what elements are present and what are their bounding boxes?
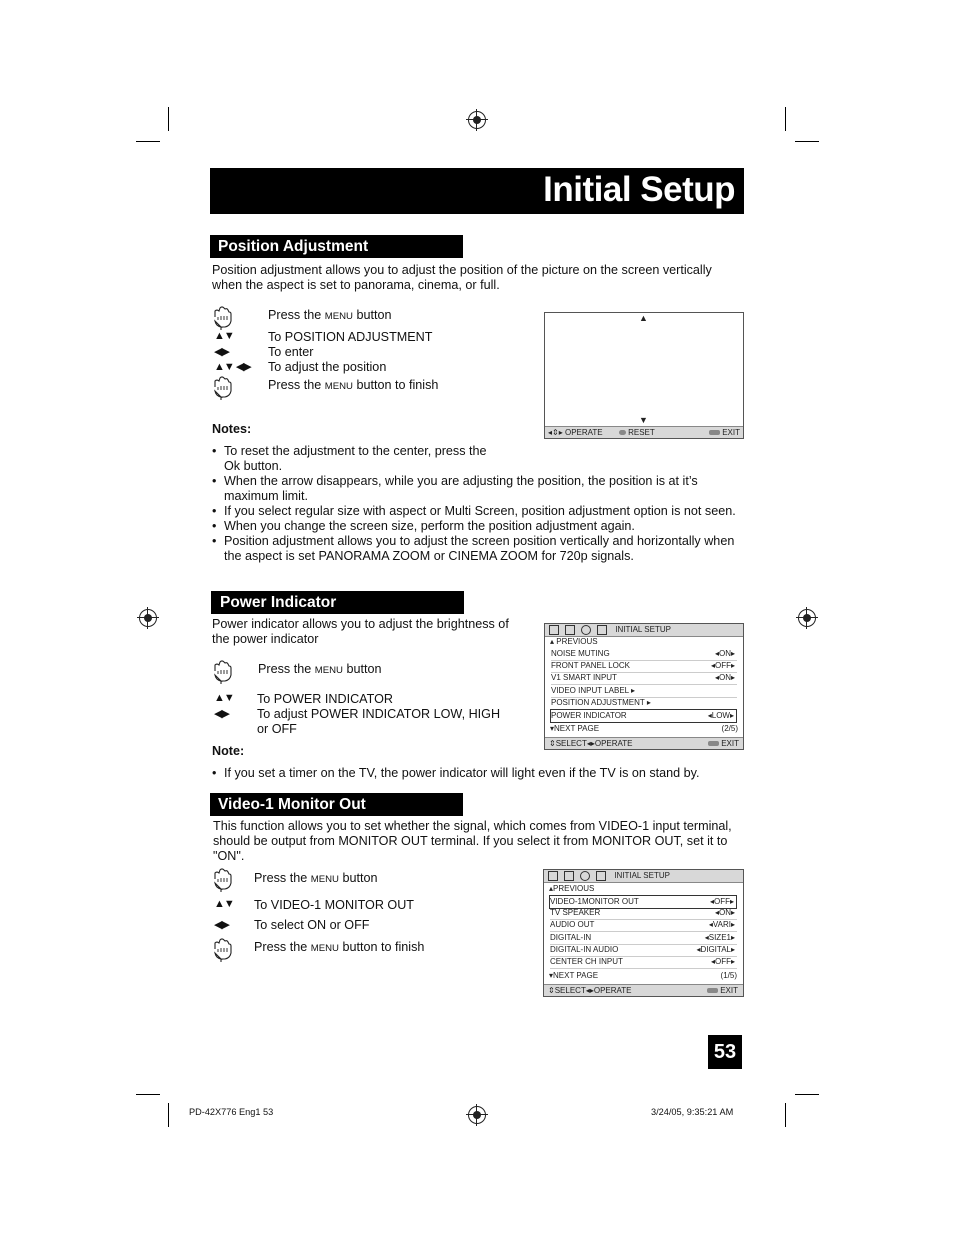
osd-row: POSITION ADJUSTMENT ▸ (551, 697, 737, 710)
power-indicator-menu-screen (544, 623, 744, 750)
menu-icon (709, 430, 720, 435)
picture-icon (548, 871, 558, 881)
menu-hand-icon (212, 376, 234, 400)
down-arrow-icon: ▼ (639, 415, 648, 425)
osd-header: INITIAL SETUP (544, 870, 743, 883)
ok-icon (619, 430, 626, 435)
registration-mark-icon (468, 111, 486, 129)
position-step-select: To POSITION ADJUSTMENT (268, 330, 433, 344)
position-step-finish: Press the MENU button to finish (268, 378, 439, 392)
section-heading-video: Video-1 Monitor Out (210, 793, 463, 816)
section-heading-position: Position Adjustment (210, 235, 463, 258)
osd-row: FRONT PANEL LOCK ◂OFF▸ (551, 660, 737, 673)
osd-row: V1 SMART INPUT ◂ON▸ (551, 672, 737, 685)
menu-icon (707, 988, 718, 993)
registration-mark-icon (468, 1106, 486, 1124)
four-way-arrow-icon: ▲▼ ◀▶ (214, 361, 251, 373)
left-right-arrow-icon: ◀▶ (214, 919, 229, 931)
picture-icon (549, 625, 559, 635)
page-number: 53 (708, 1035, 742, 1069)
osd-row: CENTER CH INPUT ◂OFF▸ (550, 956, 737, 969)
osd-page-indicator: (2/5) (721, 724, 738, 733)
osd-row: NOISE MUTING ◂ON▸ (551, 648, 737, 661)
osd-previous: ▴PREVIOUS (549, 884, 595, 893)
footer-timestamp: 3/24/05, 9:35:21 AM (651, 1107, 734, 1117)
position-step-enter: To enter (268, 345, 314, 359)
power-intro: Power indicator allows you to adjust the brightness of the power indicator (212, 617, 509, 646)
note-item: • Position adjustment allows you to adjust the screen position vertically and horizontally when the aspect is set PANORAMA ZOOM or CINEMA ZOOM for 720p signals. (212, 534, 736, 564)
left-right-arrow-icon: ◀▶ (214, 346, 229, 358)
menu-hand-icon (212, 938, 234, 962)
four-way-arrow-icon: ◂⇕▸ (548, 428, 563, 437)
note-item: • When the arrow disappears, while you are adjusting the position, the position is at it’s maximum limit. (212, 474, 736, 504)
video-step-finish: Press the MENU button to finish (254, 940, 425, 954)
power-notes-list (212, 766, 700, 781)
notes-heading: Notes: (212, 422, 252, 436)
page-title-bar (210, 168, 744, 214)
video-monitor-out-menu-screen (543, 869, 744, 997)
menu-hand-icon (212, 660, 234, 684)
setup-icon (597, 625, 607, 635)
video-step-menu: Press the MENU button (254, 871, 378, 885)
osd-next-page: ▾NEXT PAGE (550, 724, 600, 733)
section-heading-power: Power Indicator (211, 591, 464, 614)
osd-footer: ⇕SELECT◂▸OPERATE EXIT (545, 737, 743, 749)
power-step-menu: Press the MENU button (258, 662, 382, 676)
osd-row-selected: VIDEO-1MONITOR OUT ◂OFF▸ (549, 895, 737, 909)
osd-next-page: ▾NEXT PAGE (549, 971, 599, 980)
note-item: • To reset the adjustment to the center, press the Ok button. (212, 444, 736, 474)
osd-footer: ⇕SELECT◂▸OPERATE EXIT (544, 984, 743, 996)
crop-mark (136, 141, 160, 142)
crop-mark (136, 1094, 160, 1095)
position-step-adjust: To adjust the position (268, 360, 387, 374)
position-intro: Position adjustment allows you to adjust the position of the picture on the screen vertically when the aspect is set to panorama, cinema, or full. (212, 263, 712, 292)
menu-icon (708, 741, 719, 746)
clock-icon (581, 625, 591, 635)
clock-icon (580, 871, 590, 881)
sound-icon (564, 871, 574, 881)
lock-icon (596, 871, 606, 881)
page-title: Initial Setup (543, 170, 735, 209)
left-right-arrow-icon: ◀▶ (214, 708, 229, 720)
note-heading: Note: (212, 744, 245, 758)
crop-mark (168, 1103, 169, 1127)
osd-previous: ▴ PREVIOUS (550, 637, 598, 646)
note-item: • When you change the screen size, perform the position adjustment again. (212, 519, 736, 534)
crop-mark (795, 1094, 819, 1095)
video-step-select: To VIDEO-1 MONITOR OUT (254, 898, 415, 912)
note-item: • If you set a timer on the TV, the power indicator will light even if the TV is on stand by. (212, 766, 700, 781)
osd-footer: ◂⇕▸ OPERATE RESET EXIT (545, 426, 743, 438)
osd-row-selected: POWER INDICATOR ◂LOW▸ (550, 709, 737, 723)
osd-row: AUDIO OUT ◂VARI▸ (550, 919, 737, 932)
crop-mark (168, 107, 169, 131)
video-intro: This function allows you to set whether the signal, which comes from VIDEO-1 input terminal, should be output from MONITOR OUT terminal. If you select it from MONITOR OUT, set it to "ON". (213, 819, 732, 863)
up-down-arrow-icon: ▲▼ (214, 898, 234, 910)
crop-mark (785, 107, 786, 131)
osd-row: DIGITAL-IN AUDIO ◂DIGITAL▸ (550, 944, 737, 957)
crop-mark (785, 1103, 786, 1127)
up-down-arrow-icon: ▲▼ (214, 330, 234, 342)
position-notes-list (212, 444, 736, 564)
osd-row: VIDEO INPUT LABEL ▸ (551, 685, 737, 698)
note-item: • If you select regular size with aspect or Multi Screen, position adjustment option is not seen. (212, 504, 736, 519)
osd-row: TV SPEAKER ◂ON▸ (550, 907, 737, 920)
osd-row: DIGITAL-IN ◂SIZE1▸ (550, 932, 737, 945)
position-adjust-screen (544, 312, 744, 439)
up-down-arrow-icon: ▲▼ (214, 692, 234, 704)
registration-mark-icon (139, 609, 157, 627)
menu-hand-icon (212, 306, 234, 330)
up-arrow-icon: ▲ (639, 313, 648, 323)
power-step-adjust-cont: or OFF (257, 722, 297, 736)
crop-mark (795, 141, 819, 142)
power-step-select: To POWER INDICATOR (257, 692, 393, 706)
registration-mark-icon (798, 609, 816, 627)
osd-page-indicator: (1/5) (720, 971, 737, 980)
menu-hand-icon (212, 868, 234, 892)
position-step-menu: Press the MENU button (268, 308, 392, 322)
osd-header: INITIAL SETUP (545, 624, 743, 637)
video-step-toggle: To select ON or OFF (254, 918, 370, 932)
sound-icon (565, 625, 575, 635)
power-step-adjust: To adjust POWER INDICATOR LOW, HIGH (257, 707, 501, 721)
footer-file-info: PD-42X776 Eng1 53 (189, 1107, 274, 1117)
